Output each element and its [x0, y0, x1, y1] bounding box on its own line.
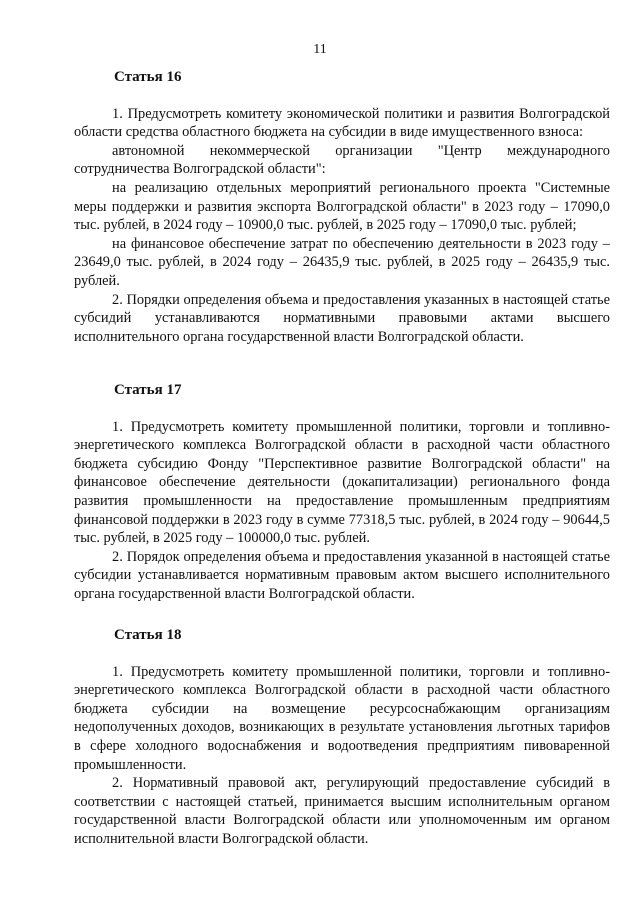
- paragraph: 2. Нормативный правовой акт, регулирующий предоставление субсидий в соответствии с настоящей статьей, принимается высшим исполнительным органом государственной власти Волгоградской области или уполномоченным им органом исполнительной власти Волгоградской области.: [74, 775, 610, 847]
- article-heading: Статья 17: [114, 382, 182, 398]
- article-16: [74, 68, 610, 346]
- paragraph: автономной некоммерческой организации "Центр международного сотрудничества Волгоградской области":: [74, 142, 610, 178]
- article-heading: Статья 16: [114, 69, 182, 85]
- paragraph: 2. Порядки определения объема и предоставления указанных в настоящей статье субсидий устанавливаются нормативными правовыми актами высшего исполнительного органа государственной власти Волгоградской области.: [74, 291, 610, 345]
- paragraph: на реализацию отдельных мероприятий регионального проекта "Системные меры поддержки и развития экспорта Волгоградской области" в 2023 году – 17090,0 тыс. рублей, в 2024 году – 10900,0 тыс. рублей, в 2025 году – 17090,0 тыс. рублей;: [74, 179, 610, 234]
- article-heading: Статья 18: [114, 627, 182, 643]
- page-number: 11: [313, 42, 327, 57]
- article-18: [74, 626, 610, 849]
- article-17: [74, 381, 610, 604]
- paragraph: 1. Предусмотреть комитету экономической политики и развития Волгоградской области средства областного бюджета на субсидии в виде имущественного взноса:: [74, 105, 610, 141]
- paragraph: 2. Порядок определения объема и предоставления указанной в настоящей статье субсидии устанавливается нормативным правовым актом высшего исполнительного органа государственной власти Волгоградской области.: [74, 548, 610, 602]
- paragraph: 1. Предусмотреть комитету промышленной политики, торговли и топливно-энергетического комплекса Волгоградской области в расходной части областного бюджета субсидию Фонду "Перспективное развитие Волгоградской области" на финансовое обеспечение деятельности (докапитализации) регионального фонда развития промышленности на предоставление промышленным предприятиям финансовой поддержки в 2023 году в сумме 77318,5 тыс. рублей, в 2024 году – 90644,5 тыс. рублей, в 2025 году – 100000,0 тыс. рублей.: [74, 418, 610, 547]
- paragraph: на финансовое обеспечение затрат по обеспечению деятельности в 2023 году – 23649,0 тыс. рублей, в 2024 году – 26435,9 тыс. рублей, в 2025 году – 26435,9 тыс. рублей.: [74, 235, 610, 289]
- paragraph: 1. Предусмотреть комитету промышленной политики, торговли и топливно-энергетического комплекса Волгоградской области в расходной части областного бюджета субсидии на возмещение ресурсоснабжающим организациям недополученных доходов, возникающих в результате установления льготных тарифов в сфере холодного водоснабжения и водоотведения предприятиям пивоваренной промышленности.: [74, 663, 610, 773]
